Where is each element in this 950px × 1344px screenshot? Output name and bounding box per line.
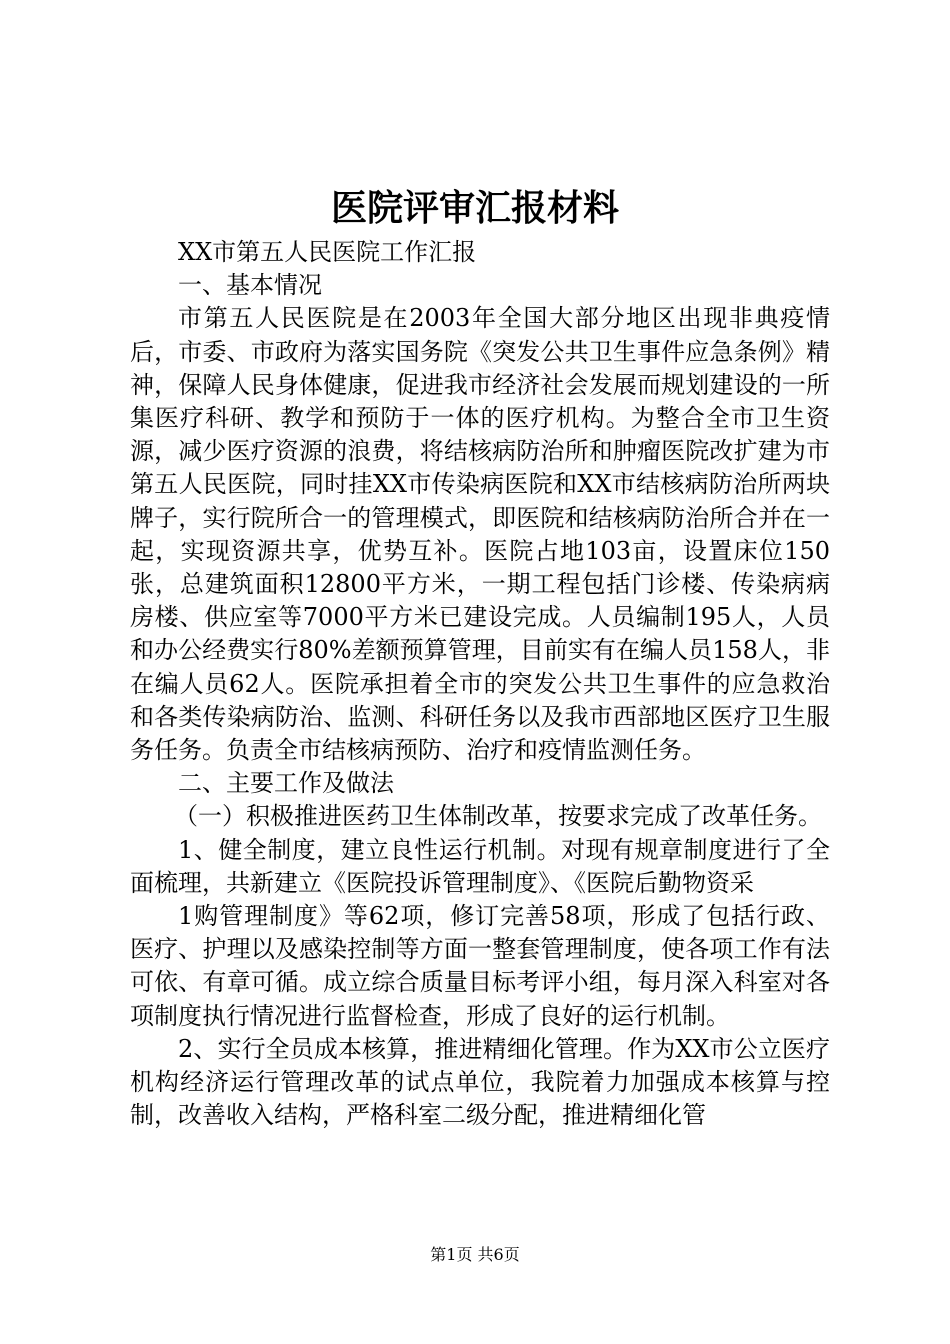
page-footer: 第1页 共6页: [430, 1245, 520, 1264]
subsection-heading-reform: （一）积极推进医药卫生体制改革，按要求完成了改革任务。: [174, 802, 822, 831]
section-heading-main-work: 二、主要工作及做法: [178, 769, 394, 798]
paragraph-basic-info: 市第五人民医院是在2003年全国大部分地区出现非典疫情后，市委、市政府为落实国务院《突发公共卫生事件应急条例》精神，保障人民身体健康，促进我市经济社会发展而规划建设的一所集医疗科研、教学和预防于一体的医疗机构。为整合全市卫生资源，减少医疗资源的浪费，将结核病防治所和肿瘤医院改扩建为市第五人民医院，同时挂XX市传染病医院和XX市结核病防治所两块牌子，实行院所合一的管理模式，即医院和结核病防治所合并在一起，实现资源共享，优势互补。医院占地103亩，设置床位150张，总建筑面积12800平方米，一期工程包括门诊楼、传染病病房楼、供应室等7000平方米已建设完成。人员编制195人，人员和办公经费实行80%差额预算管理，目前实有在编人员158人，非在编人员62人。医院承担着全市的突发公共卫生事件的应急救治和各类传染病防治、监测、科研任务以及我市西部地区医疗卫生服务任务。负责全市结核病预防、治疗和疫情监测任务。: [130, 304, 830, 765]
paragraph-item-2: 2、实行全员成本核算，推进精细化管理。作为XX市公立医疗机构经济运行管理改革的试点单位，我院着力加强成本核算与控制，改善收入结构，严格科室二级分配，推进精细化管: [130, 1034, 830, 1130]
report-heading: XX市第五人民医院工作汇报: [178, 238, 477, 266]
section-heading-basic-info: 一、基本情况: [178, 271, 322, 300]
paragraph-item-1: 1、健全制度，建立良性运行机制。对现有规章制度进行了全面梳理，共新建立《医院投诉管理制度》、《医院后勤物资采: [130, 835, 830, 897]
paragraph-item-1-continued: 1购管理制度》等62项，修订完善58项，形成了包括行政、医疗、护理以及感染控制等方面一整套管理制度，使各项工作有法可依、有章可循。成立综合质量目标考评小组，每月深入科室对各项制度执行情况进行监督检查，形成了良好的运行机制。: [130, 902, 830, 1030]
document-body: [130, 236, 830, 1132]
document-title: 医院评审汇报材料: [330, 187, 619, 229]
